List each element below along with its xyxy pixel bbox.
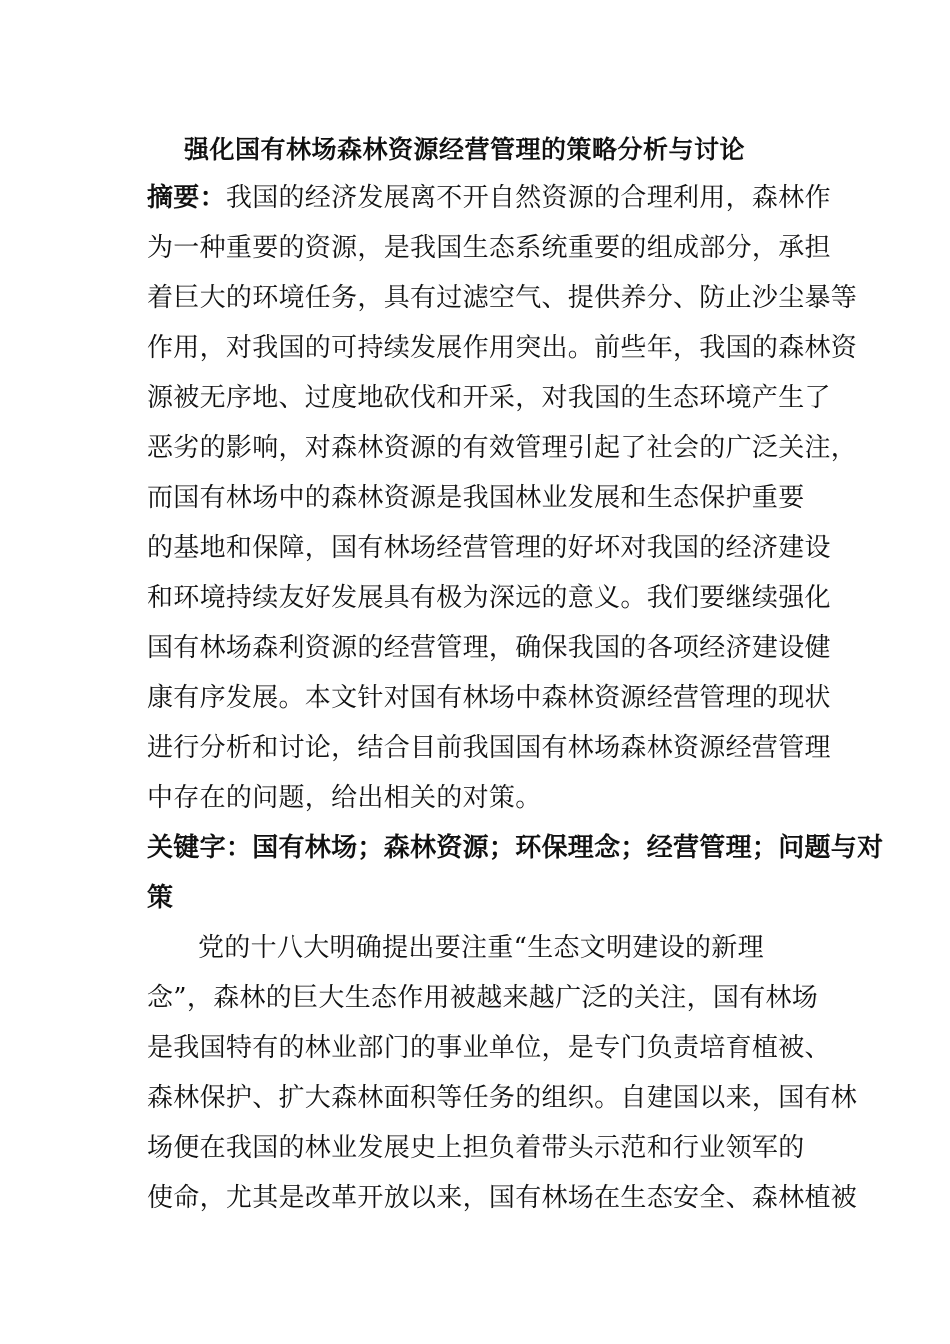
abstract-label: 摘要： [147,183,226,213]
abstract-line-5: 源被无序地、过度地砍伐和开采，对我国的生态环境产生了 [147,383,831,413]
body-line-4: 森林保护、扩大森林面积等任务的组织。自建国以来，国有林 [147,1083,858,1113]
body-line-6: 使命，尤其是改革开放以来，国有林场在生态安全、森林植被 [147,1183,858,1213]
abstract-line-1 [147,178,831,218]
abstract-text: 我国的经济发展离不开自然资源的合理利用，森林作 [225,183,831,213]
body-line-1: 党的十八大明确提出要注重“生态文明建设的新理 [198,933,764,963]
abstract-line-7: 而国有林场中的森林资源是我国林业发展和生态保护重要 [147,483,805,513]
abstract-line-3: 着巨大的环境任务，具有过滤空气、提供养分、防止沙尘暴等 [147,283,858,313]
abstract-line-12: 进行分析和讨论，结合目前我国国有林场森林资源经营管理 [147,733,831,763]
keywords-line-2: 策 [147,883,174,913]
abstract-line-10: 国有林场森利资源的经营管理，确保我国的各项经济建设健 [147,633,831,663]
abstract-line-13: 中存在的问题，给出相关的对策。 [147,783,542,813]
body-line-2: 念”，森林的巨大生态作用被越来越广泛的关注，国有林场 [147,983,819,1013]
abstract-line-2: 为一种重要的资源，是我国生态系统重要的组成部分，承担 [147,233,831,263]
document-title: 强化国有林场森林资源经营管理的策略分析与讨论 [184,135,746,164]
abstract-line-4: 作用，对我国的可持续发展作用突出。前些年，我国的森林资 [147,333,858,363]
keywords-line-1: 关键字：国有林场；森林资源；环保理念；经营管理；问题与对 [147,833,884,863]
abstract-line-6: 恶劣的影响，对森林资源的有效管理引起了社会的广泛关注， [147,433,858,463]
abstract-line-11: 康有序发展。本文针对国有林场中森林资源经营管理的现状 [147,683,831,713]
abstract-line-9: 和环境持续友好发展具有极为深远的意义。我们要继续强化 [147,583,831,613]
abstract-line-8: 的基地和保障，国有林场经营管理的好坏对我国的经济建设 [147,533,831,563]
body-line-5: 场便在我国的林业发展史上担负着带头示范和行业领军的 [147,1133,805,1163]
body-line-3: 是我国特有的林业部门的事业单位，是专门负责培育植被、 [147,1033,831,1063]
